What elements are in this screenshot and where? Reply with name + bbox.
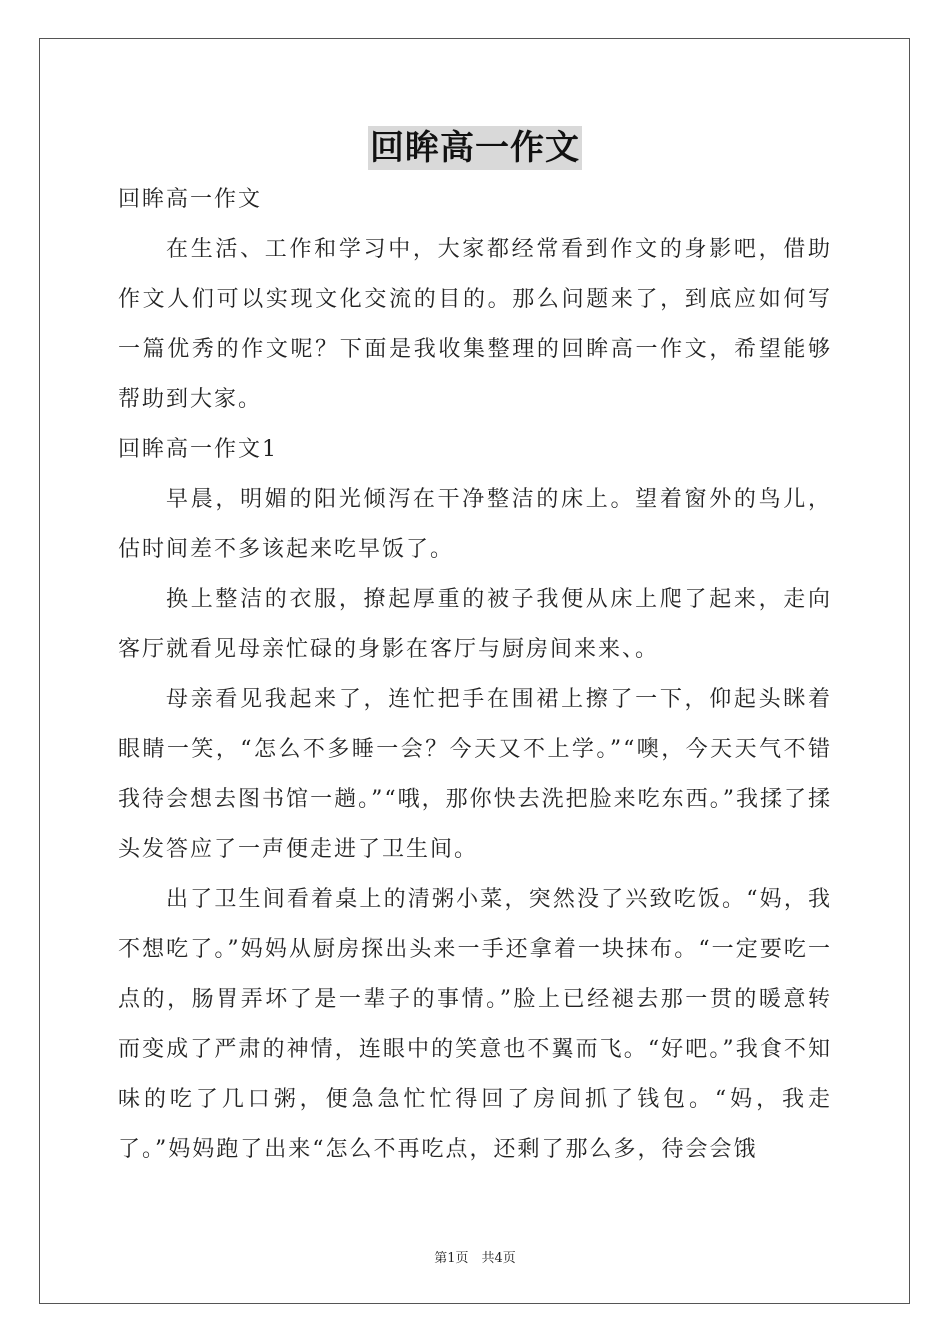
paragraph-4: 换上整洁的衣服，撩起厚重的被子我便从床上爬了起来，走向客厅就看见母亲忙碌的身影在客厅与厨房间来来、。 <box>118 587 832 662</box>
paragraph-1: 在生活、工作和学习中，大家都经常看到作文的身影吧，借助作文人们可以实现文化交流的目的。那么问题来了，到底应如何写一篇优秀的作文呢？下面是我收集整理的回眸高一作文，希望能够帮助到大家。 <box>118 237 832 412</box>
document-title: 回眸高一作文 <box>370 128 580 168</box>
paragraph-3: 早晨，明媚的阳光倾泻在干净整洁的床上。望着窗外的鸟儿，估时间差不多该起来吃早饭了。 <box>118 487 832 562</box>
paragraph-2: 回眸高一作文1 <box>118 437 278 462</box>
paragraph-5: 母亲看见我起来了，连忙把手在围裙上擦了一下，仰起头眯着眼睛一笑，“怎么不多睡一会？今天又不上学。”“噢，今天天气不错我待会想去图书馆一趟。”“哦，那你快去洗把脸来吃东西。”我揉了揉头发答应了一声便走进了卫生间。 <box>118 687 832 862</box>
document-body <box>118 175 832 1175</box>
page-footer: 第1页 共4页 <box>434 1251 516 1266</box>
paragraph-0: 回眸高一作文 <box>118 187 263 212</box>
title-wrap <box>0 126 950 170</box>
paragraph-6: 出了卫生间看着桌上的清粥小菜，突然没了兴致吃饭。“妈，我不想吃了。”妈妈从厨房探出头来一手还拿着一块抹布。“一定要吃一点的，肠胃弄坏了是一辈子的事情。”脸上已经褪去那一贯的暖意转而变成了严肃的神情，连眼中的笑意也不翼而飞。“好吧。”我食不知味的吃了几口粥，便急急忙忙得回了房间抓了钱包。“妈，我走了。”妈妈跑了出来“怎么不再吃点，还剩了那么多，待会会饿 <box>118 887 832 1162</box>
